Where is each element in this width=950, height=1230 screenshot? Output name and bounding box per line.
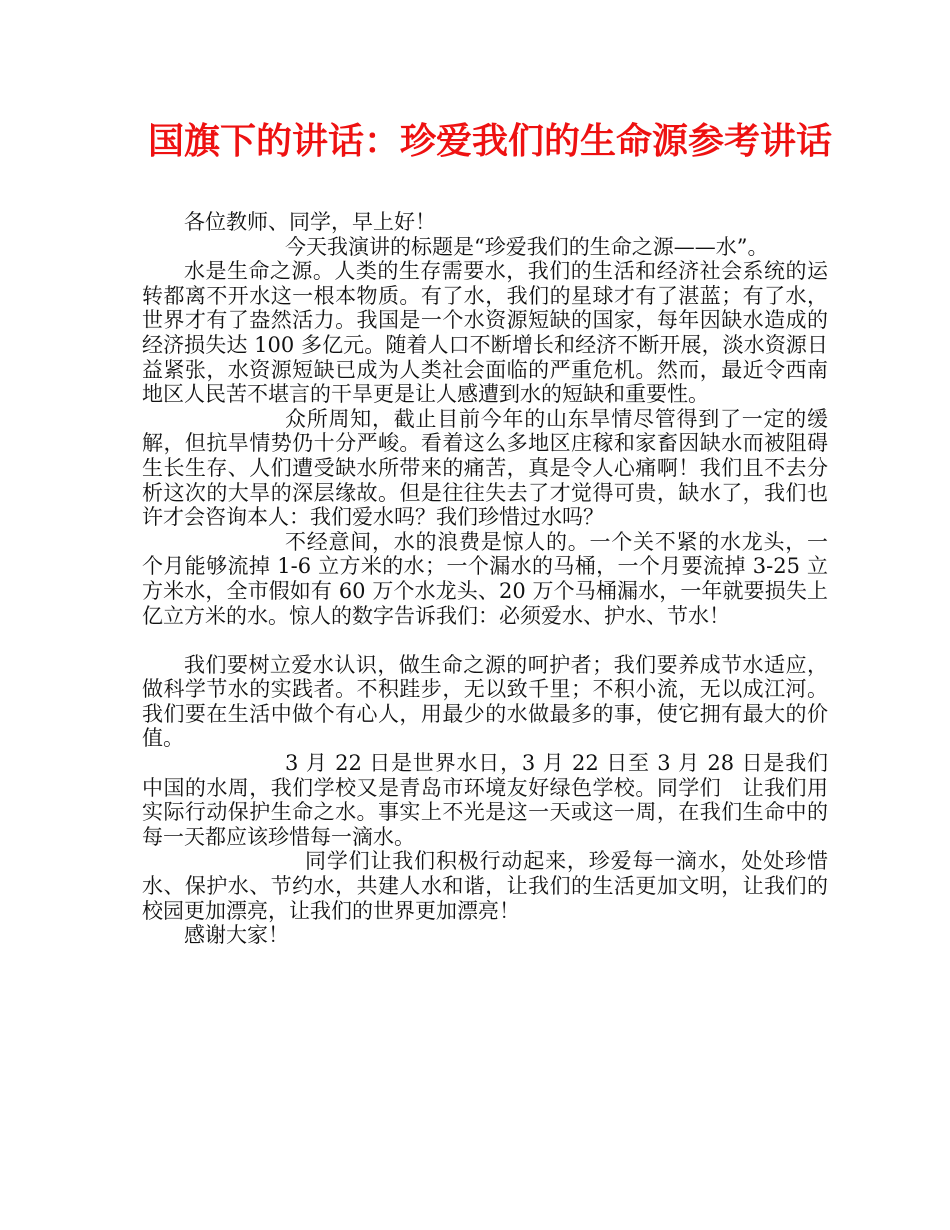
document-title: 国旗下的讲话：珍爱我们的生命源参考讲话 — [147, 121, 832, 162]
closing-paragraph: 感谢大家！ — [184, 923, 289, 948]
body-paragraph-call-to-action: 同学们让我们积极行动起来，珍爱每一滴水，处处珍惜水、保护水、节约水，共建人水和谐，让我们的生活更加文明，让我们的校园更加漂亮，让我们的世界更加漂亮！ — [142, 849, 828, 923]
body-paragraph-waste: 不经意间，水的浪费是惊人的。一个关不紧的水龙头，一个月能够流掉 1-6 立方米的水；一个漏水的马桶，一个月要流掉 3-25 立方米水，全市假如有 60 万个水龙头、20 万个马桶漏水，一年就要损失上亿立方米的水。惊人的数字告诉我们：必须爱水、护水、节水！ — [142, 529, 828, 628]
topic-paragraph: 今天我演讲的标题是“珍爱我们的生命之源——水”。 — [285, 234, 769, 259]
body-paragraph-drought: 众所周知，截止目前今年的山东旱情尽管得到了一定的缓解，但抗旱情势仍十分严峻。看着这么多地区庄稼和家畜因缺水而被阻碍生长生存、人们遭受缺水所带来的痛苦，真是令人心痛啊！我们且不去分析这次的大旱的深层缘故。但是往往失去了才觉得可贵，缺水了，我们也许才会咨询本人：我们爱水吗？我们珍惜过水吗？ — [142, 406, 828, 530]
body-paragraph-water-source: 水是生命之源。人类的生存需要水，我们的生活和经济社会系统的运转都离不开水这一根本物质。有了水，我们的星球才有了湛蓝；有了水，世界才有了盎然活力。我国是一个水资源短缺的国家，每年因缺水造成的经济损失达 100 多亿元。随着人口不断增长和经济不断开展，淡水资源日益紧张，水资源短缺已成为人类社会面临的严重危机。然而，最近令西南地区人民苦不堪言的干旱更是让人感遭到水的短缺和重要性。 — [142, 259, 828, 407]
body-paragraph-water-day: 3 月 22 日是世界水日，3 月 22 日至 3 月 28 日是我们中国的水周，我们学校又是青岛市环境友好绿色学校。同学们 让我们用实际行动保护生命之水。事实上不光是这一天或这一周，在我们生命中的每一天都应该珍惜每一滴水。 — [142, 751, 828, 849]
blank-line — [142, 628, 828, 653]
greeting-paragraph: 各位教师、同学，早上好！ — [184, 210, 436, 234]
document-body — [142, 210, 828, 948]
body-paragraph-awareness: 我们要树立爱水认识，做生命之源的呵护者；我们要养成节水适应，做科学节水的实践者。不积跬步，无以致千里；不积小流，无以成江河。我们要在生活中做个有心人，用最少的水做最多的事，使它拥有最大的价值。 — [142, 652, 828, 751]
